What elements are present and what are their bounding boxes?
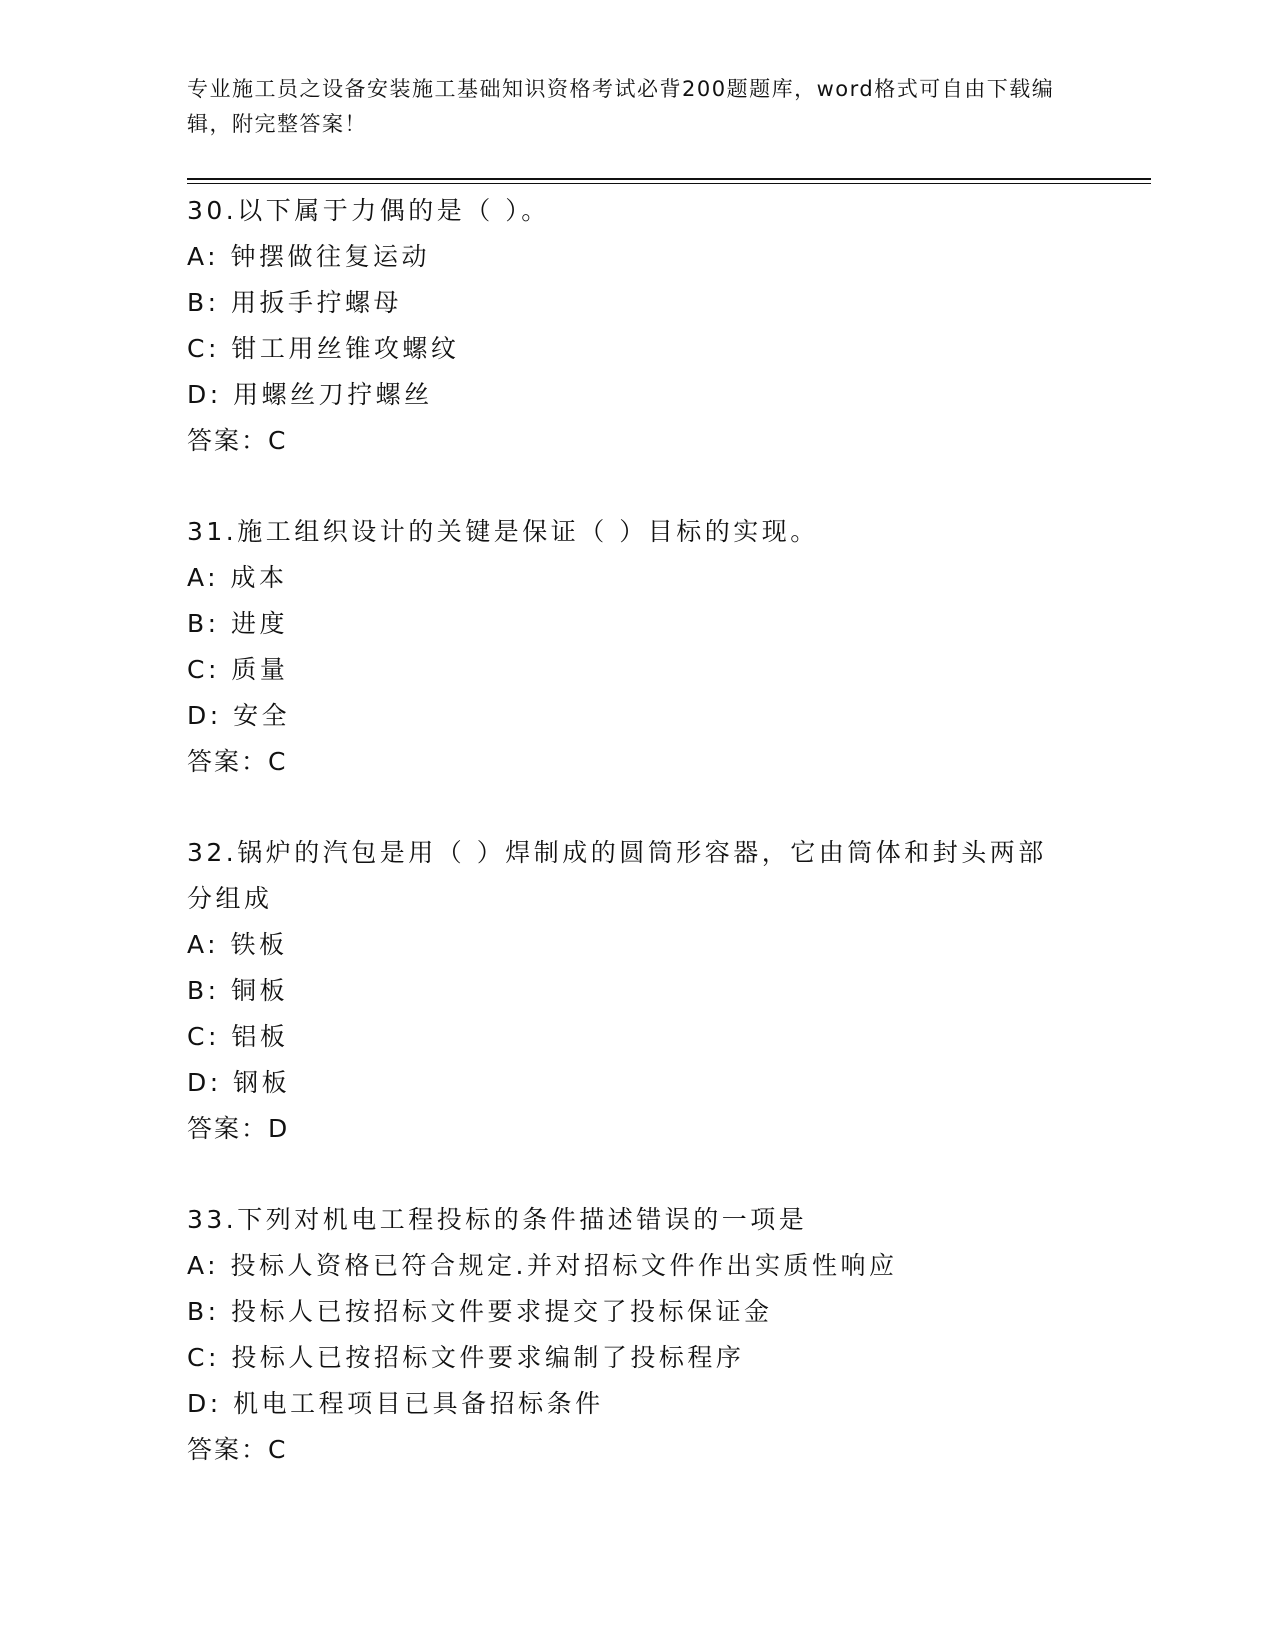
option-d: D: 用螺丝刀拧螺丝: [187, 380, 433, 409]
question-text: 30.以下属于力偶的是（ ）。: [187, 196, 550, 225]
option-b: B: 用扳手拧螺母: [187, 288, 403, 317]
option-a: A: 铁板: [187, 930, 288, 959]
option-d: D: 钢板: [187, 1068, 291, 1097]
option-c: C: 投标人已按招标文件要求编制了投标程序: [187, 1343, 745, 1372]
answer: 答案：D: [187, 1114, 290, 1143]
answer: 答案：C: [187, 1435, 288, 1464]
question-32: [187, 830, 1087, 1152]
option-a: A: 成本: [187, 563, 288, 592]
document-header: 专业施工员之设备安装施工基础知识资格考试必背200题题库，word格式可自由下载编辑，附完整答案！: [187, 77, 1055, 136]
option-c: C: 铝板: [187, 1022, 289, 1051]
question-list: [187, 188, 1087, 1473]
option-c: C: 质量: [187, 655, 289, 684]
option-c: C: 钳工用丝锥攻螺纹: [187, 334, 460, 363]
option-d: D: 机电工程项目已具备招标条件: [187, 1389, 604, 1418]
header-divider-thin: [187, 183, 1151, 184]
option-b: B: 进度: [187, 609, 289, 638]
option-b: B: 投标人已按招标文件要求提交了投标保证金: [187, 1297, 773, 1326]
question-30: [187, 188, 1087, 464]
question-text: 31.施工组织设计的关键是保证（ ）目标的实现。: [187, 517, 819, 546]
answer: 答案：C: [187, 426, 288, 455]
option-d: D: 安全: [187, 701, 291, 730]
answer: 答案：C: [187, 747, 288, 776]
header-divider-thick: [187, 178, 1151, 180]
option-a: A: 投标人资格已符合规定.并对招标文件作出实质性响应: [187, 1251, 898, 1280]
question-33: [187, 1197, 1087, 1473]
question-text: 33.下列对机电工程投标的条件描述错误的一项是: [187, 1205, 808, 1234]
question-text: 32.锅炉的汽包是用（ ）焊制成的圆筒形容器，它由筒体和封头两部分组成: [187, 838, 1047, 913]
question-31: [187, 509, 1087, 785]
option-b: B: 铜板: [187, 976, 289, 1005]
option-a: A: 钟摆做往复运动: [187, 242, 431, 271]
